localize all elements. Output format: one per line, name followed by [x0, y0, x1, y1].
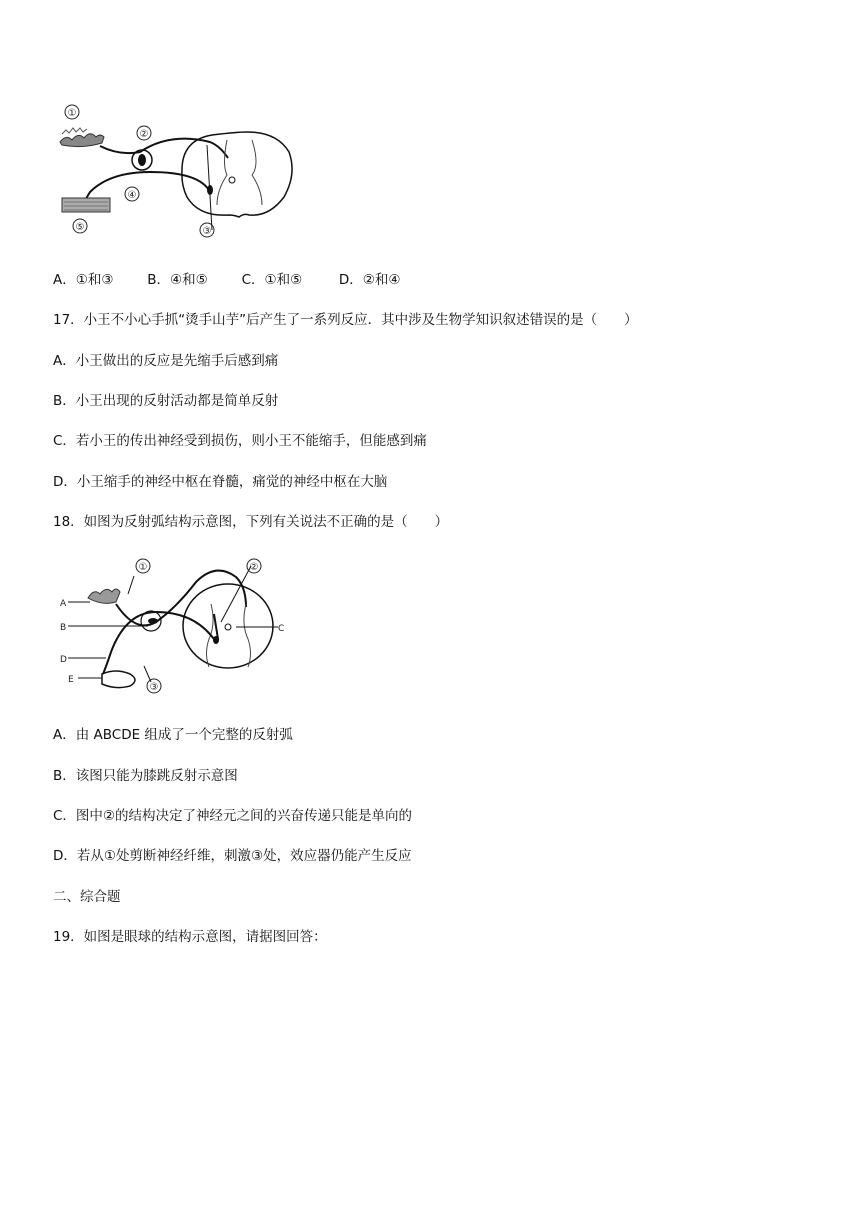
- ganglion-body: [138, 154, 146, 166]
- q17-stem: 17．小王不小心手抓“烫手山芋”后产生了一系列反应．其中涉及生物学知识叙述错误的是（ ）: [53, 312, 638, 328]
- pointer-line-2: [221, 566, 251, 622]
- reflex-arc-figure-2-svg: [56, 554, 288, 696]
- q17-option-b[interactable]: B．小王出现的反射活动都是简单反射: [53, 393, 279, 409]
- ganglion-body-2: [148, 618, 158, 624]
- pointer-line-1: [128, 576, 134, 594]
- q16-option-b[interactable]: B．④和⑤: [147, 272, 208, 288]
- spinal-gray-right-2: [244, 604, 251, 667]
- figure2-letter-d: D: [60, 655, 67, 665]
- figure2-letter-a: A: [60, 599, 67, 609]
- q17-option-c[interactable]: C．若小王的传出神经受到损伤，则小王不能缩手，但能感到痛: [53, 433, 427, 449]
- pointer-line-3: [144, 666, 151, 682]
- figure1-label-4: ④: [127, 190, 137, 201]
- q18-option-b[interactable]: B．该图只能为膝跳反射示意图: [53, 768, 238, 784]
- q16-options: [53, 271, 401, 289]
- reflex-arc-figure-1: [52, 100, 302, 242]
- figure1-label-3: ③: [202, 226, 212, 237]
- spinal-cord-outline: [182, 132, 292, 217]
- q17-option-a[interactable]: A．小王做出的反应是先缩手后感到痛: [53, 353, 279, 369]
- q19-stem: 19．如图是眼球的结构示意图，请据图回答：: [53, 929, 327, 945]
- sensory-fiber: [100, 139, 228, 158]
- figure2-letter-b: B: [60, 623, 67, 633]
- q17-option-d[interactable]: D．小王缩手的神经中枢在脊髓，痛觉的神经中枢在大脑: [53, 474, 388, 490]
- figure2-number-3: ③: [149, 682, 159, 693]
- figure1-label-5: ⑤: [75, 222, 85, 233]
- q16-option-a[interactable]: A．①和③: [53, 272, 114, 288]
- figure2-number-2: ②: [249, 562, 259, 573]
- q18-option-a[interactable]: A．由 ABCDE 组成了一个完整的反射弧: [53, 727, 293, 743]
- figure2-letter-c: C: [278, 624, 285, 634]
- spinal-gray-matter-right: [252, 140, 262, 205]
- q18-option-c[interactable]: C．图中②的结构决定了神经元之间的兴奋传递只能是单向的: [53, 808, 413, 824]
- reflex-arc-figure-1-svg: [52, 100, 302, 242]
- effector-shape-2: [102, 671, 135, 688]
- figure2-number-1: ①: [138, 562, 148, 573]
- central-canal-2: [225, 624, 231, 630]
- receptor-shape-2: [88, 589, 120, 603]
- figure1-label-2: ②: [139, 129, 149, 140]
- receptor-shape: [60, 134, 104, 147]
- q18-stem: 18．如图为反射弧结构示意图，下列有关说法不正确的是（ ）: [53, 514, 449, 530]
- section-title: 二、综合题: [53, 889, 121, 905]
- q16-option-c[interactable]: C．①和⑤: [241, 272, 303, 288]
- spinal-cord-outline-2: [183, 584, 273, 668]
- q18-option-d[interactable]: D．若从①处剪断神经纤维，刺激③处，效应器仍能产生反应: [53, 848, 412, 864]
- q16-option-d[interactable]: D．②和④: [338, 272, 401, 288]
- motor-fiber-2: [103, 612, 216, 674]
- synapse-line: [214, 614, 218, 639]
- reflex-arc-figure-2: [56, 554, 288, 696]
- figure2-letter-e: E: [68, 675, 74, 685]
- central-canal: [229, 177, 235, 183]
- figure1-label-1: ①: [67, 108, 77, 119]
- receptor-hairs: [62, 128, 87, 134]
